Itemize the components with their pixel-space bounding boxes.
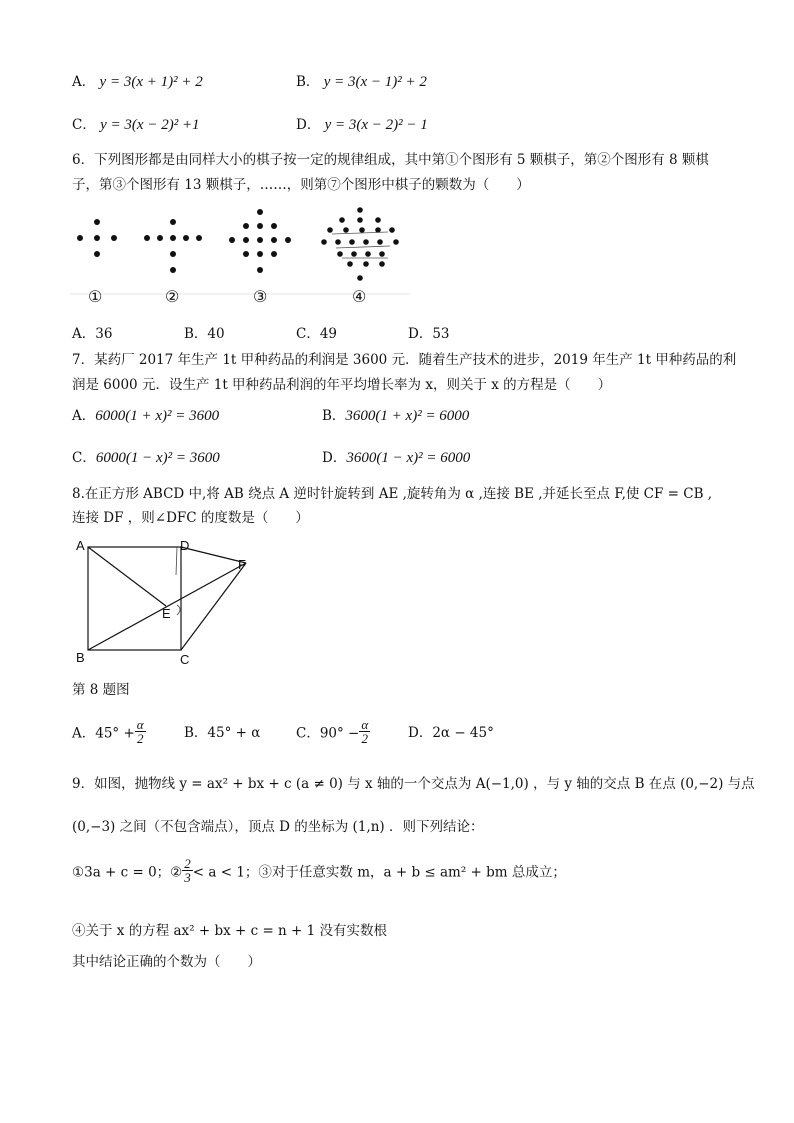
q8-construction-mark [176,547,177,575]
q6-figure-label-3: ③ [253,287,268,306]
q6-figure-1-dots [77,219,117,257]
q7-option-c: C．6000(1 − x)² = 3600 [72,450,220,466]
q6-stem-line2: 子，第③个图形有 13 颗棋子，……，则第⑦个图形中棋子的颗数为（ ） [72,177,530,193]
q6-option-d: D．53 [408,326,450,342]
q5-option-c-expr: y = 3(x − 2)² +1 [100,117,200,133]
q6-figure-2-dots [144,219,202,273]
q7-option-c-expr: 6000(1 − x)² = 3600 [95,450,220,466]
q9-stem-line4: ④关于 x 的方程 ax² + bx + c = n + 1 没有实数根 [72,923,388,939]
q6-option-a: A．36 [72,326,113,342]
q6-figure-label-2: ② [165,287,180,306]
q8-option-c-fraction: $\frac{\alpha}{2}$ [361,717,369,746]
q8-option-b: B．45° + α [184,725,261,741]
q7-option-a: A．6000(1 + x)² = 3600 [72,408,220,424]
q5-option-a-expr: y = 3(x + 1)² + 2 [99,74,203,90]
q8-point-b: B [76,650,85,665]
q8-option-c: C．90° − $\frac{\alpha}{2}$ [296,717,369,746]
q5-option-a: A． y = 3(x + 1)² + 2 [72,74,203,90]
q7-option-d-expr: 3600(1 − x)² = 6000 [346,450,471,466]
q5-option-c: C． y = 3(x − 2)² +1 [72,117,200,133]
q8-segment-ae [88,547,166,606]
q7-option-d: D．3600(1 − x)² = 6000 [322,450,471,466]
q8-caption: 第 8 题图 [72,682,130,698]
q8-point-a: A [76,538,85,553]
q5-option-b: B． y = 3(x − 1)² + 2 [296,74,427,90]
q8-segment-cf [181,563,246,650]
q6-figure-label-4: ④ [352,287,367,306]
q8-angle-arc [177,605,180,615]
q9-stem-line3: ①3a + c = 0；② $\frac{2}{3}$ < a < 1；③对于任意实数 m，a + b ≤ am² + bm 总成立； [72,856,566,885]
q8-point-d: D [180,538,190,553]
q6-option-b: B．40 [184,326,225,342]
q9-stem-line5: 其中结论正确的个数为（ ） [72,954,261,970]
q7-option-b-expr: 3600(1 + x)² = 6000 [345,408,470,424]
q6-figure-label-1: ① [88,287,103,306]
q8-point-f: F [238,557,246,572]
q9-stem-line2: (0,−3) 之间（不包含端点），顶点 D 的坐标为 (1,n) ．则下列结论： [72,819,484,835]
q5-option-d-expr: y = 3(x − 2)² − 1 [324,117,428,133]
q7-option-b: B．3600(1 + x)² = 6000 [322,408,470,424]
q8-option-a: A．45° + $\frac{\alpha}{2}$ [72,717,144,746]
q9-stem-line1: 9．如图，抛物线 y = ax² + bx + c (a ≠ 0) 与 x 轴的一个交点为 A(−1,0) ，与 y 轴的交点 B 在点 (0,−2) 与点 [72,776,755,792]
q8-point-c: C [180,652,190,667]
q6-option-c: C．49 [296,326,338,342]
q8-stem-line2: 连接 DF ，则∠DFC 的度数是（ ） [72,510,309,526]
q5-option-b-expr: y = 3(x − 1)² + 2 [323,74,427,90]
q7-stem-line1: 7．某药厂 2017 年生产 1t 甲种药品的利润是 3600 元．随着生产技术的进步，2019 年生产 1t 甲种药品的利 [72,352,737,368]
q6-figure-3-dots [229,209,291,273]
q8-square-abcd [88,547,181,650]
q9-fraction-two-thirds: $\frac{2}{3}$ [184,856,191,885]
q8-point-e: E [162,606,171,621]
q6-stem-line1: 6．下列图形都是由同样大小的棋子按一定的规律组成，其中第①个图形有 5 颗棋子，第②个图形有 8 颗棋 [72,152,709,168]
q8-option-d: D．2α − 45° [408,725,494,741]
q8-stem-line1: 8.在正方形 ABCD 中,将 AB 绕点 A 逆时针旋转到 AE ,旋转角为 α ,连接 BE ,并延长至点 F,使 CF = CB , [72,486,713,502]
q8-segment-df [181,547,246,563]
q5-option-d: D． y = 3(x − 2)² − 1 [296,117,428,133]
q8-option-a-fraction: $\frac{\alpha}{2}$ [136,717,144,746]
q7-option-a-expr: 6000(1 + x)² = 3600 [95,408,220,424]
q8-geometry-figure [70,535,260,670]
q6-figure-4-dots [321,207,399,281]
q7-stem-line2: 润是 6000 元．设生产 1t 甲种药品利润的年平均增长率为 x，则关于 x 的方程是（ ） [72,377,612,393]
